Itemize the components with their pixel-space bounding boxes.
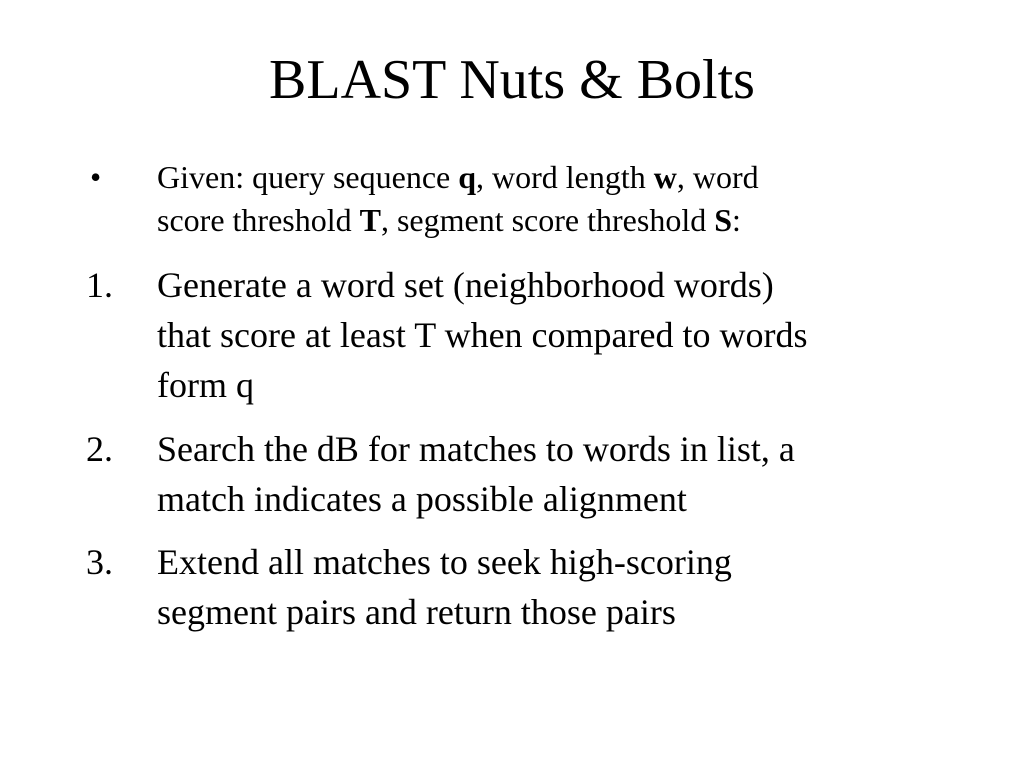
- step-2-line-1: Search the dB for matches to words in list, a: [157, 429, 795, 469]
- step-3-number: 3.: [86, 542, 113, 582]
- given-line-2-text-a: score threshold: [157, 202, 360, 238]
- step-1-number: 1.: [86, 265, 113, 305]
- step-1-line-1: Generate a word set (neighborhood words): [157, 265, 774, 305]
- slide-title: BLAST Nuts & Bolts: [269, 49, 755, 111]
- step-2-line-2: match indicates a possible alignment: [157, 479, 687, 519]
- given-line-2-text-b: , segment score threshold: [380, 202, 715, 238]
- given-line-1: [157, 156, 957, 199]
- given-line-2-text-c: :: [732, 202, 741, 238]
- given-line-1-text-b: , word length: [476, 159, 654, 195]
- step-3-text: [157, 537, 957, 637]
- given-word-threshold-symbol: T: [359, 202, 381, 238]
- step-1-line-2: that score at least T when compared to words: [157, 315, 808, 355]
- given-query-symbol: q: [458, 159, 477, 195]
- step-2-number: 2.: [86, 429, 113, 469]
- given-word-length-symbol: w: [653, 159, 677, 195]
- bullet-marker: •: [90, 159, 102, 195]
- given-line-2: [157, 199, 957, 242]
- given-line-1-text-a: Given: query sequence: [157, 159, 459, 195]
- given-segment-threshold-symbol: S: [714, 202, 732, 238]
- step-1-text: [157, 260, 957, 410]
- step-3-line-2: segment pairs and return those pairs: [157, 592, 676, 632]
- step-2-text: [157, 424, 957, 524]
- given-line-1-text-c: , word: [676, 159, 759, 195]
- step-3-line-1: Extend all matches to seek high-scoring: [157, 542, 732, 582]
- given-text: [157, 156, 957, 242]
- step-1-line-3: form q: [157, 365, 254, 405]
